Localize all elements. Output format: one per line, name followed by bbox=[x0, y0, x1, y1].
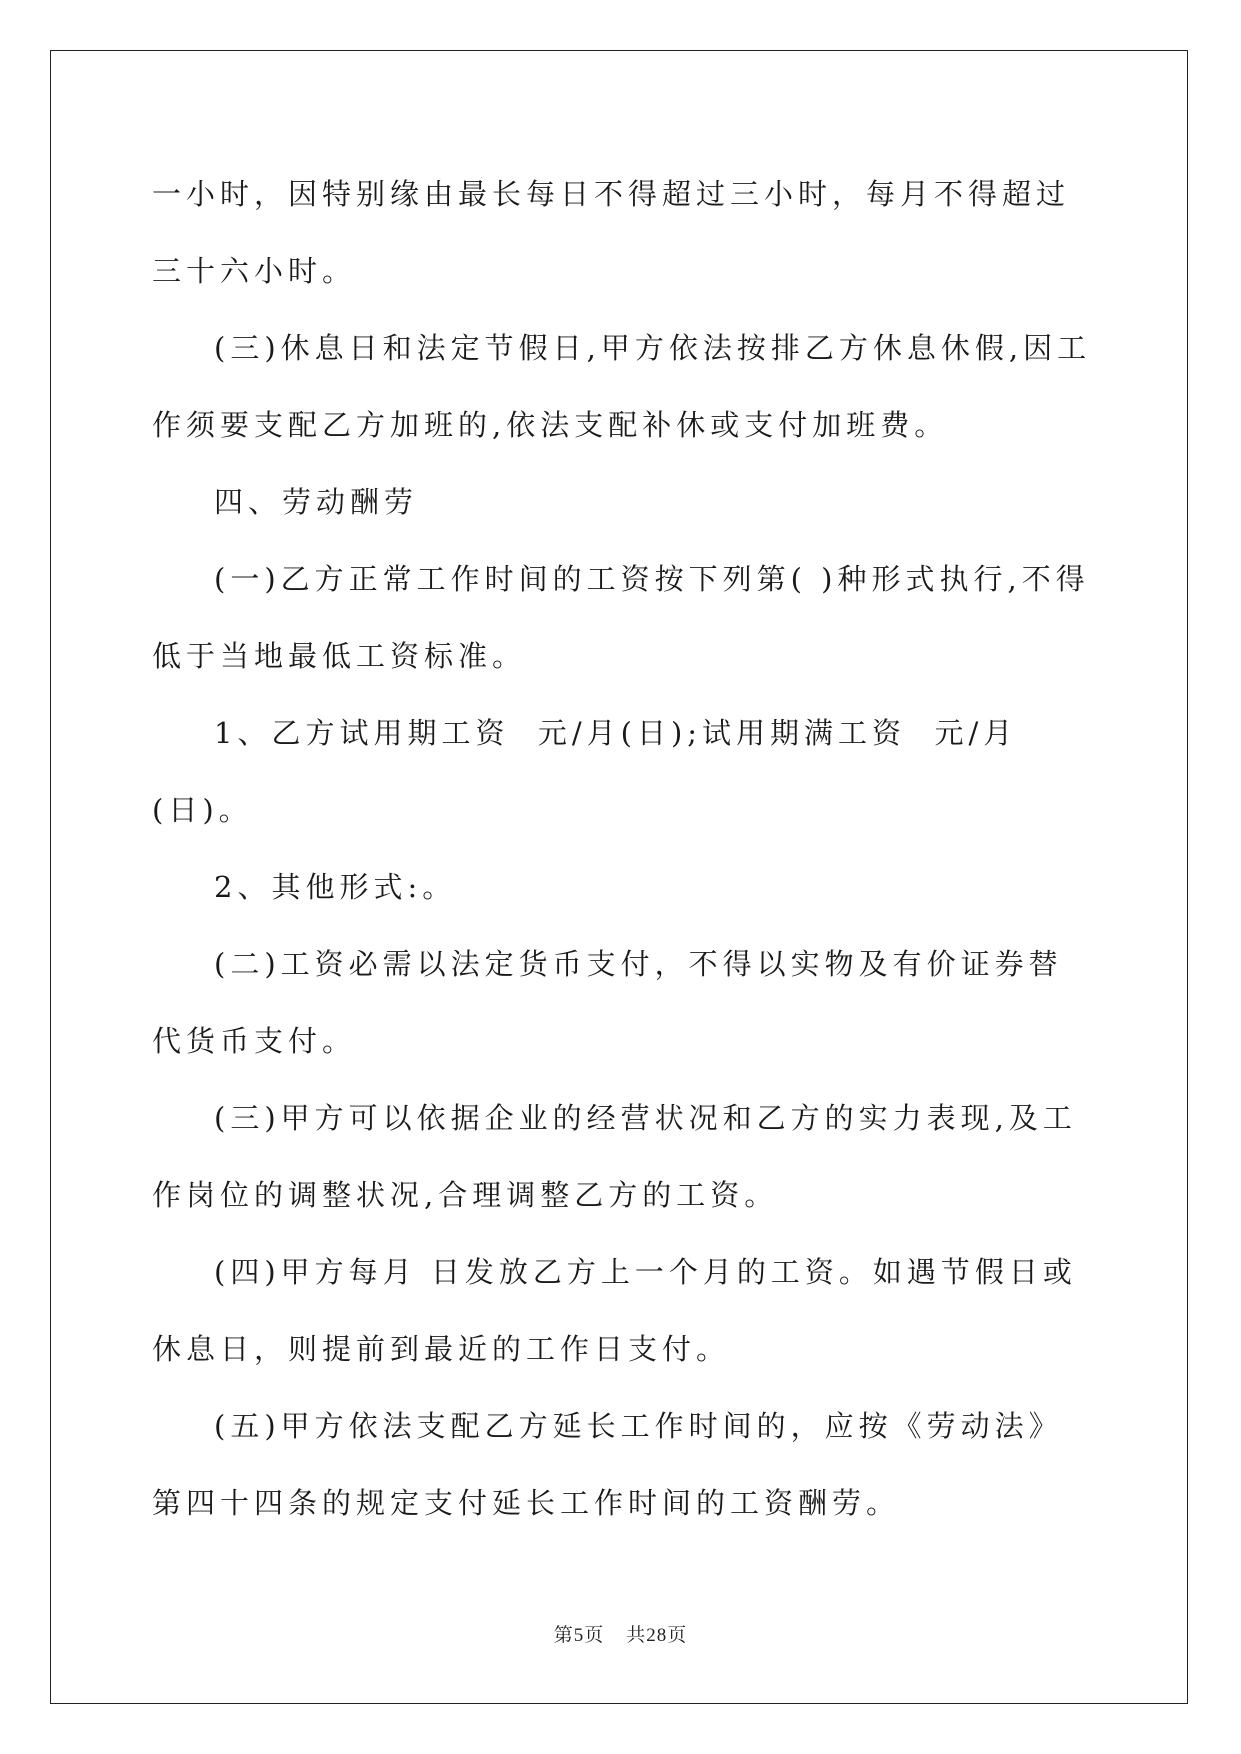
page-footer bbox=[0, 1620, 1241, 1647]
paragraph-4: (一)乙方正常工作时间的工资按下列第( )种形式执行,不得低于当地最低工资标准。 bbox=[152, 562, 1090, 673]
document-body bbox=[152, 156, 1092, 1542]
paragraph-9: (四)甲方每月 日发放乙方上一个月的工资。如遇节假日或休息日，则提前到最近的工作日支付。 bbox=[152, 1255, 1077, 1366]
paragraph-8: (三)甲方可以依据企业的经营状况和乙方的实力表现,及工作岗位的调整状况,合理调整乙方的工资。 bbox=[152, 1101, 1077, 1212]
paragraph-1: 一小时，因特别缘由最长每日不得超过三小时，每月不得超过三十六小时。 bbox=[152, 177, 1071, 288]
paragraph-2: (三)休息日和法定节假日,甲方依法按排乙方休息休假,因工作须要支配乙方加班的,依法支配补休或支付加班费。 bbox=[152, 331, 1092, 442]
paragraph-6: 2、其他形式:。 bbox=[214, 870, 457, 904]
page-number: 第5页 bbox=[553, 1625, 605, 1646]
paragraph-5: 1、乙方试用期工资 元/月(日);试用期满工资 元/月(日)。 bbox=[152, 716, 1018, 827]
section-heading: 四、劳动酬劳 bbox=[214, 485, 419, 519]
paragraph-7: (二)工资必需以法定货币支付，不得以实物及有价证券替代货币支付。 bbox=[152, 947, 1063, 1058]
paragraph-10: (五)甲方依法支配乙方延长工作时间的，应按《劳动法》第四十四条的规定支付延长工作时间的工资酬劳。 bbox=[152, 1409, 1063, 1520]
total-pages: 共28页 bbox=[626, 1625, 688, 1646]
